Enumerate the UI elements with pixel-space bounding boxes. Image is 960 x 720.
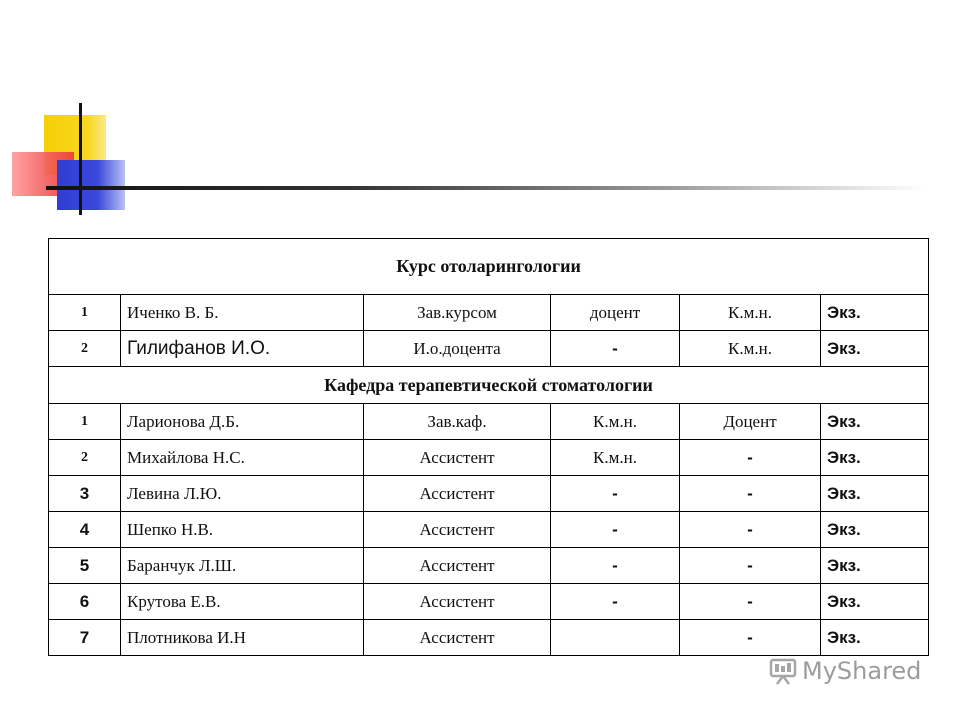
exam-type: Экз. (821, 476, 929, 512)
academic-title: доцент (551, 295, 680, 331)
vertical-rule (79, 103, 82, 215)
table-row (49, 295, 929, 331)
exam-type: Экз. (821, 440, 929, 476)
academic-degree: К.м.н. (551, 404, 680, 440)
academic-title: - (551, 331, 680, 367)
academic-degree: - (551, 476, 680, 512)
row-number: 1 (49, 404, 121, 440)
exam-type: Экз. (821, 331, 929, 367)
exam-type: Экз. (821, 512, 929, 548)
employee-position: Зав.курсом (364, 295, 551, 331)
academic-degree: - (551, 584, 680, 620)
employee-name: Иченко В. Б. (121, 295, 364, 331)
watermark-text: MyShared (802, 657, 922, 685)
employee-name: Левина Л.Ю. (121, 476, 364, 512)
course-title: Курс отоларингологии (49, 239, 929, 295)
department-title: Кафедра терапевтической стоматологии (49, 367, 929, 404)
employee-name: Гилифанов И.О. (121, 331, 364, 367)
academic-title: - (680, 548, 821, 584)
presentation-board-icon (768, 656, 798, 686)
row-number: 2 (49, 440, 121, 476)
employee-position: Ассистент (364, 620, 551, 656)
exam-type: Экз. (821, 620, 929, 656)
employee-position: Зав.каф. (364, 404, 551, 440)
staff-table (48, 238, 929, 656)
horizontal-rule (46, 186, 926, 190)
section-header-row (49, 367, 929, 404)
table-row (49, 331, 929, 367)
employee-name: Баранчук Л.Ш. (121, 548, 364, 584)
table-row (49, 584, 929, 620)
academic-degree: - (551, 548, 680, 584)
employee-position: Ассистент (364, 584, 551, 620)
employee-position: Ассистент (364, 476, 551, 512)
academic-degree: К.м.н. (680, 331, 821, 367)
myshared-watermark (768, 656, 921, 686)
employee-name: Плотникова И.Н (121, 620, 364, 656)
table-row (49, 548, 929, 584)
table-row (49, 404, 929, 440)
employee-name: Шепко Н.В. (121, 512, 364, 548)
academic-degree: К.м.н. (551, 440, 680, 476)
row-number: 4 (49, 512, 121, 548)
exam-type: Экз. (821, 584, 929, 620)
academic-degree (551, 620, 680, 656)
academic-title: - (680, 512, 821, 548)
row-number: 1 (49, 295, 121, 331)
academic-title: Доцент (680, 404, 821, 440)
table-row (49, 440, 929, 476)
employee-position: Ассистент (364, 548, 551, 584)
blue-square-decoration (57, 160, 125, 210)
row-number: 3 (49, 476, 121, 512)
row-number: 5 (49, 548, 121, 584)
employee-name: Михайлова Н.С. (121, 440, 364, 476)
slide-decoration (0, 0, 960, 230)
row-number: 6 (49, 584, 121, 620)
employee-position: И.о.доцента (364, 331, 551, 367)
table-row (49, 476, 929, 512)
academic-title: - (680, 584, 821, 620)
exam-type: Экз. (821, 548, 929, 584)
academic-title: - (680, 440, 821, 476)
academic-degree: - (551, 512, 680, 548)
employee-name: Ларионова Д.Б. (121, 404, 364, 440)
employee-position: Ассистент (364, 440, 551, 476)
row-number: 2 (49, 331, 121, 367)
employee-name: Крутова Е.В. (121, 584, 364, 620)
academic-title: - (680, 476, 821, 512)
academic-title: - (680, 620, 821, 656)
table-row (49, 512, 929, 548)
row-number: 7 (49, 620, 121, 656)
academic-degree: К.м.н. (680, 295, 821, 331)
table-header-row (49, 239, 929, 295)
employee-position: Ассистент (364, 512, 551, 548)
table-row (49, 620, 929, 656)
exam-type: Экз. (821, 295, 929, 331)
exam-type: Экз. (821, 404, 929, 440)
